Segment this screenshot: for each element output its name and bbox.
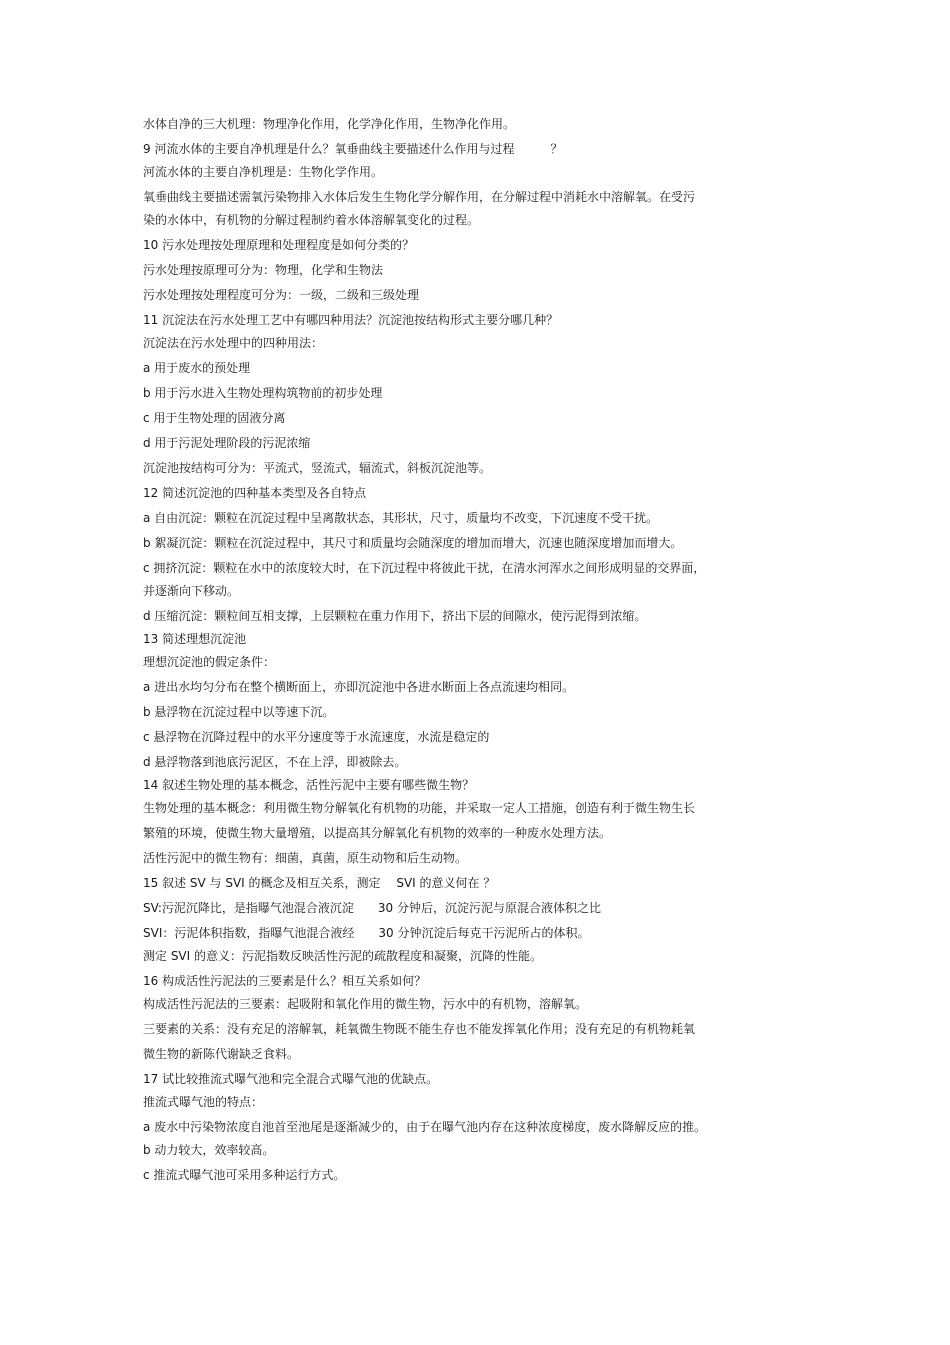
text-line: 推流式曝气池的特点： xyxy=(143,1095,264,1109)
text-line: SVI：污泥体积指数，指曝气池混合液经 30 分钟沉淀后每克干污泥所占的体积。 xyxy=(143,926,590,940)
list-item: d 压缩沉淀：颗粒间互相支撑，上层颗粒在重力作用下，挤出下层的间隙水，使污泥得到浓缩。 xyxy=(143,609,647,623)
text-line: 染的水体中，有机物的分解过程制约着水体溶解氧变化的过程。 xyxy=(143,213,480,227)
list-item: b 用于污水进入生物处理构筑物前的初步处理 xyxy=(143,386,383,400)
text-line: 并逐渐向下移动。 xyxy=(143,584,240,598)
question-heading: 12 简述沉淀池的四种基本类型及各自特点 xyxy=(143,486,367,500)
text-line: 构成活性污泥法的三要素：起吸附和氧化作用的微生物，污水中的有机物，溶解氧。 xyxy=(143,997,588,1011)
text-line: 微生物的新陈代谢缺乏食料。 xyxy=(143,1047,300,1061)
question-heading: 13 简述理想沉淀池 xyxy=(143,632,247,646)
text-line: 理想沉淀池的假定条件： xyxy=(143,655,276,669)
list-item: d 用于污泥处理阶段的污泥浓缩 xyxy=(143,436,311,450)
text-line: 测定 SVI 的意义：污泥指数反映活性污泥的疏散程度和凝聚，沉降的性能。 xyxy=(143,949,542,963)
text-line: 污水处理按处理程度可分为：一级，二级和三级处理 xyxy=(143,288,420,302)
text-line: 繁殖的环境，使微生物大量增殖，以提高其分解氧化有机物的效率的一种废水处理方法。 xyxy=(143,826,612,840)
text-line: 沉淀池按结构可分为：平流式，竖流式，辐流式，斜板沉淀池等。 xyxy=(143,461,492,475)
text-line: 污水处理按原理可分为：物理，化学和生物法 xyxy=(143,263,384,277)
question-heading: 16 构成活性污泥法的三要素是什么？相互关系如何？ xyxy=(143,974,427,988)
question-heading: 17 试比较推流式曝气池和完全混合式曝气池的优缺点。 xyxy=(143,1072,439,1086)
list-item: b 絮凝沉淀：颗粒在沉淀过程中，其尺寸和质量均会随深度的增加而增大，沉速也随深度增加而增大。 xyxy=(143,536,683,550)
list-item: b 悬浮物在沉淀过程中以等速下沉。 xyxy=(143,705,335,719)
list-item: c 悬浮物在沉降过程中的水平分速度等于水流速度，水流是稳定的 xyxy=(143,730,490,744)
text-line: 活性污泥中的微生物有：细菌，真菌，原生动物和后生动物。 xyxy=(143,851,468,865)
list-item: b 动力较大，效率较高。 xyxy=(143,1143,275,1157)
list-item: a 进出水均匀分布在整个横断面上，亦即沉淀池中各进水断面上各点流速均相同。 xyxy=(143,680,575,694)
list-item: d 悬浮物落到池底污泥区，不在上浮，即被除去。 xyxy=(143,755,407,769)
document-body xyxy=(143,117,743,1183)
question-heading: 14 叙述生物处理的基本概念，活性污泥中主要有哪些微生物？ xyxy=(143,778,475,792)
text-line: 水体自净的三大机理：物理净化作用，化学净化作用，生物净化作用。 xyxy=(143,117,516,131)
question-heading: 10 污水处理按处理原理和处理程度是如何分类的？ xyxy=(143,238,415,252)
list-item: c 推流式曝气池可采用多种运行方式。 xyxy=(143,1168,346,1182)
question-heading: 11 沉淀法在污水处理工艺中有哪四种用法？沉淀池按结构形式主要分哪几种？ xyxy=(143,313,559,327)
text-line: 生物处理的基本概念：利用微生物分解氧化有机物的功能，并采取一定人工措施，创造有利于微生物生长 xyxy=(143,801,696,815)
list-item: c 拥挤沉淀：颗粒在水中的浓度较大时，在下沉过程中将彼此干扰，在清水河浑水之间形成明显的交界面， xyxy=(143,561,706,575)
question-heading: 9 河流水体的主要自净机理是什么？氧垂曲线主要描述什么作用与过程 ？ xyxy=(143,142,563,156)
list-item: c 用于生物处理的固液分离 xyxy=(143,411,286,425)
text-line: 氧垂曲线主要描述需氧污染物排入水体后发生生物化学分解作用，在分解过程中消耗水中溶解氧。在受污 xyxy=(143,190,696,204)
text-line: SV:污泥沉降比，是指曝气池混合液沉淀 30 分钟后，沉淀污泥与原混合液体积之比 xyxy=(143,901,601,915)
list-item: a 废水中污染物浓度自池首至池尾是逐渐减少的，由于在曝气池内存在这种浓度梯度，废水降解反应的推。 xyxy=(143,1120,707,1134)
list-item: a 用于废水的预处理 xyxy=(143,361,251,375)
question-heading: 15 叙述 SV 与 SVI 的概念及相互关系，测定 SVI 的意义何在 ？ xyxy=(143,876,496,890)
list-item: a 自由沉淀：颗粒在沉淀过程中呈离散状态，其形状，尺寸，质量均不改变，下沉速度不受干扰。 xyxy=(143,511,659,525)
text-line: 沉淀法在污水处理中的四种用法： xyxy=(143,336,324,350)
text-line: 三要素的关系：没有充足的溶解氧，耗氧微生物既不能生存也不能发挥氧化作用；没有充足的有机物耗氧 xyxy=(143,1022,696,1036)
text-line: 河流水体的主要自净机理是：生物化学作用。 xyxy=(143,165,384,179)
